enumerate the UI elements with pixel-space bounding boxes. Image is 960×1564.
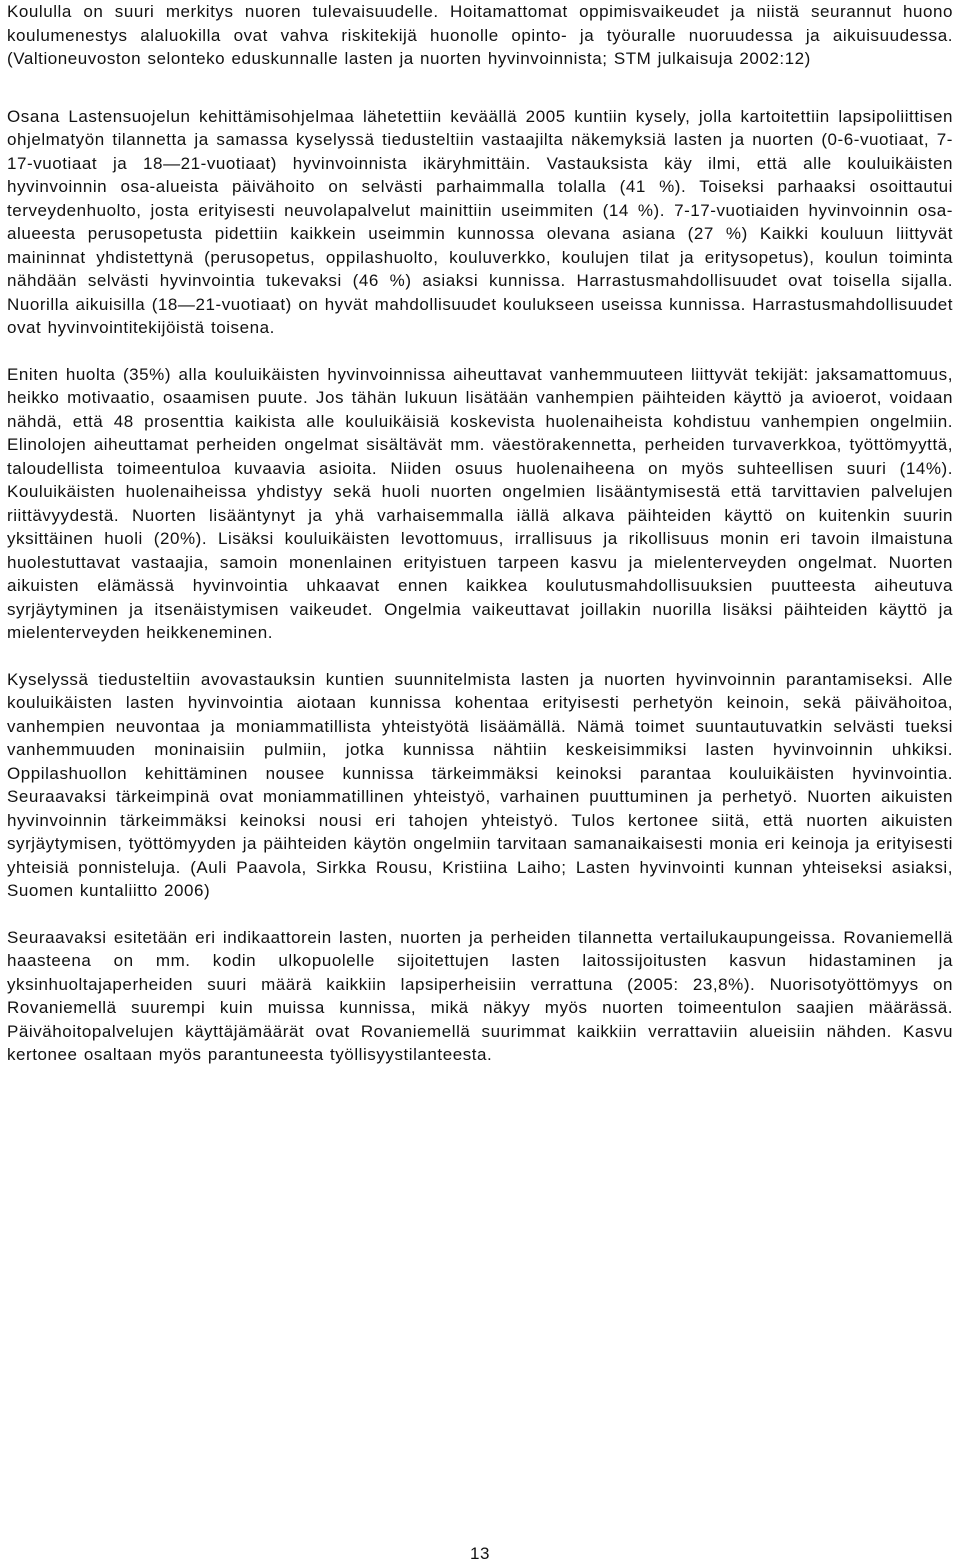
paragraph-school-significance: Koululla on suuri merkitys nuoren tulevaisuudelle. Hoitamattomat oppimisvaikeudet ja niistä seurannut huono koulumenestys alaluokilla ovat vahva riskitekijä huonolle opinto- ja työuralle nuoruudessa ja aikuisuudessa. (Valtioneuvoston selonteko eduskunnalle lasten ja nuorten hyvinvoinnista; STM julkaisuja 2002:12) bbox=[7, 2, 953, 68]
document-page bbox=[7, 0, 953, 1067]
paragraph-concerns: Eniten huolta (35%) alla kouluikäisten hyvinvoinnissa aiheuttavat vanhemmuuteen liittyvät tekijät: jaksamattomuus, heikko motivaatio, osaamisen puute. Jos tähän lukuun lisätään vanhempien päihteiden käyttö ja avioerot, voidaan nähdä, että 48 prosenttia kaikista alle kouluikäisiä koskevista huolenaiheista kohdistuu vanhempien ongelmiin. Elinolojen aiheuttamat perheiden ongelmat sisältävät mm. väestörakennetta, perheiden turvaverkkoa, työttömyyttä, taloudellista toimeentuloa kuvaavia asioita. Niiden osuus huolenaiheena on myös suhteellisen suuri (14%). Kouluikäisten huolenaiheissa yhdistyy sekä huoli nuorten ongelmien lisääntymisestä että tarvittavien palvelujen riittävyydestä. Nuorten lisääntynyt ja yhä varhaisemmalla iällä alkava päihteiden käyttö on kuitenkin suurin yksittäinen huoli (20%). Lisäksi kouluikäisten levottomuus, irrallisuus ja rikollisuus monin eri tavoin ilmaistuna huolestuttavat vastaajia, samoin monenlainen erityistuen tarpeen kasvu ja mielenterveyden ongelmat. Nuorten aikuisten elämässä hyvinvointia uhkaavat ennen kaikkea koulutusmahdollisuuksien puutteesta aiheutuva syrjäytyminen ja itsenäistymisen vaikeudet. Ongelmia vaikeuttavat joillakin nuorilla lisäksi päihteiden käyttö ja mielenterveyden heikkeneminen. bbox=[7, 364, 953, 642]
page-number: 13 bbox=[470, 1544, 490, 1563]
paragraph-survey-wellbeing: Osana Lastensuojelun kehittämisohjelmaa lähetettiin keväällä 2005 kuntiin kysely, jolla kartoitettiin lapsipoliittisen ohjelmatyön tilannetta ja samassa kyselyssä tiedusteltiin vastaajilta näkemyksiä lasten ja nuorten (0-6-vuotiaat, 7-17-vuotiaat ja 18—21-vuotiaat) hyvinvoinnista ikäryhmittäin. Vastauksista käy ilmi, että alle kouluikäisten hyvinvoinnin osa-alueista päivähoito on selvästi parhaimmalla tolalla (41 %). Toiseksi parhaaksi osoittautui terveydenhuolto, josta erityisesti neuvolapalvelut mainittiin useimmiten (14 %). 7-17-vuotiaiden hyvinvoinnin osa-alueesta perusopetusta pidettiin kaikkein useimmin kunnossa olevana asiana (27 %) Kaikki kouluun liittyvät maininnat yhdistettynä (perusopetus, oppilashuolto, kouluverkko, koulujen tilat ja eritysopetus), koulun toiminta nähdään selvästi hyvinvointia tukevaksi (46 %) asiaksi kunnissa. Harrastusmahdollisuudet ovat toisella sijalla. Nuorilla aikuisilla (18—21-vuotiaat) on hyvät mahdollisuudet koulukseen useissa kunnissa. Harrastusmahdollisuudet ovat hyvinvointitekijöistä toisena. bbox=[7, 106, 953, 337]
paragraph-indicators: Seuraavaksi esitetään eri indikaattorein lasten, nuorten ja perheiden tilannetta vertailukaupungeissa. Rovaniemellä haasteena on mm. kodin ulkopuolelle sijoitettujen lasten laitossijoitusten kasvun hidastaminen ja yksinhuoltajaperheiden suuri määrä kaikkiin lapsiperheisiin verrattuna (2005: 23,8%). Nuorisotyöttömyys on Rovaniemellä suurempi kuin muissa kunnissa, mikä näkyy myös nuorten toimeentulon saajien määrässä. Päivähoitopalvelujen käyttäjämäärät ovat Rovaniemellä suurimmat kaikkiin verrattaviin alueisiin nähden. Kasvu kertonee osaltaan myös parantuneesta työllisyystilanteesta. bbox=[7, 927, 953, 1064]
paragraph-improvement-plans: Kyselyssä tiedusteltiin avovastauksin kuntien suunnitelmista lasten ja nuorten hyvinvoinnin parantamiseksi. Alle kouluikäisten lasten hyvinvointia aiotaan kunnissa kohentaa erityisesti perhetyön keinoin, sekä päivähoitoa, vanhempien neuvontaa ja moniammatillista yhteistyötä lisäämällä. Nämä toimet suuntautuvatkin selvästi tueksi vanhemmuuden moninaisiin pulmiin, jotka kunnissa nähtiin keskeisimmiksi lasten hyvinvoinnin uhkiksi. Oppilashuollon kehittäminen nousee kunnissa tärkeimmäksi keinoksi parantaa kouluikäisten hyvinvointia. Seuraavaksi tärkeimpinä ovat moniammatillinen yhteistyö, varhainen puuttuminen ja perhetyö. Nuorten aikuisten hyvinvoinnin tärkeimmäksi keinoksi nousi eri tahojen yhteistyö. Tulos kertonee siitä, että nuorten aikuisten syrjäytymisen, työttömyyden ja päihteiden käytön ongelmiin tarvitaan samanaikaisesti monia eri keinoja ja erityisesti yhteisiä ponnisteluja. (Auli Paavola, Sirkka Rousu, Kristiina Laiho; Lasten hyvinvointi kunnan yhteiseksi asiaksi, Suomen kuntaliitto 2006) bbox=[7, 669, 953, 900]
